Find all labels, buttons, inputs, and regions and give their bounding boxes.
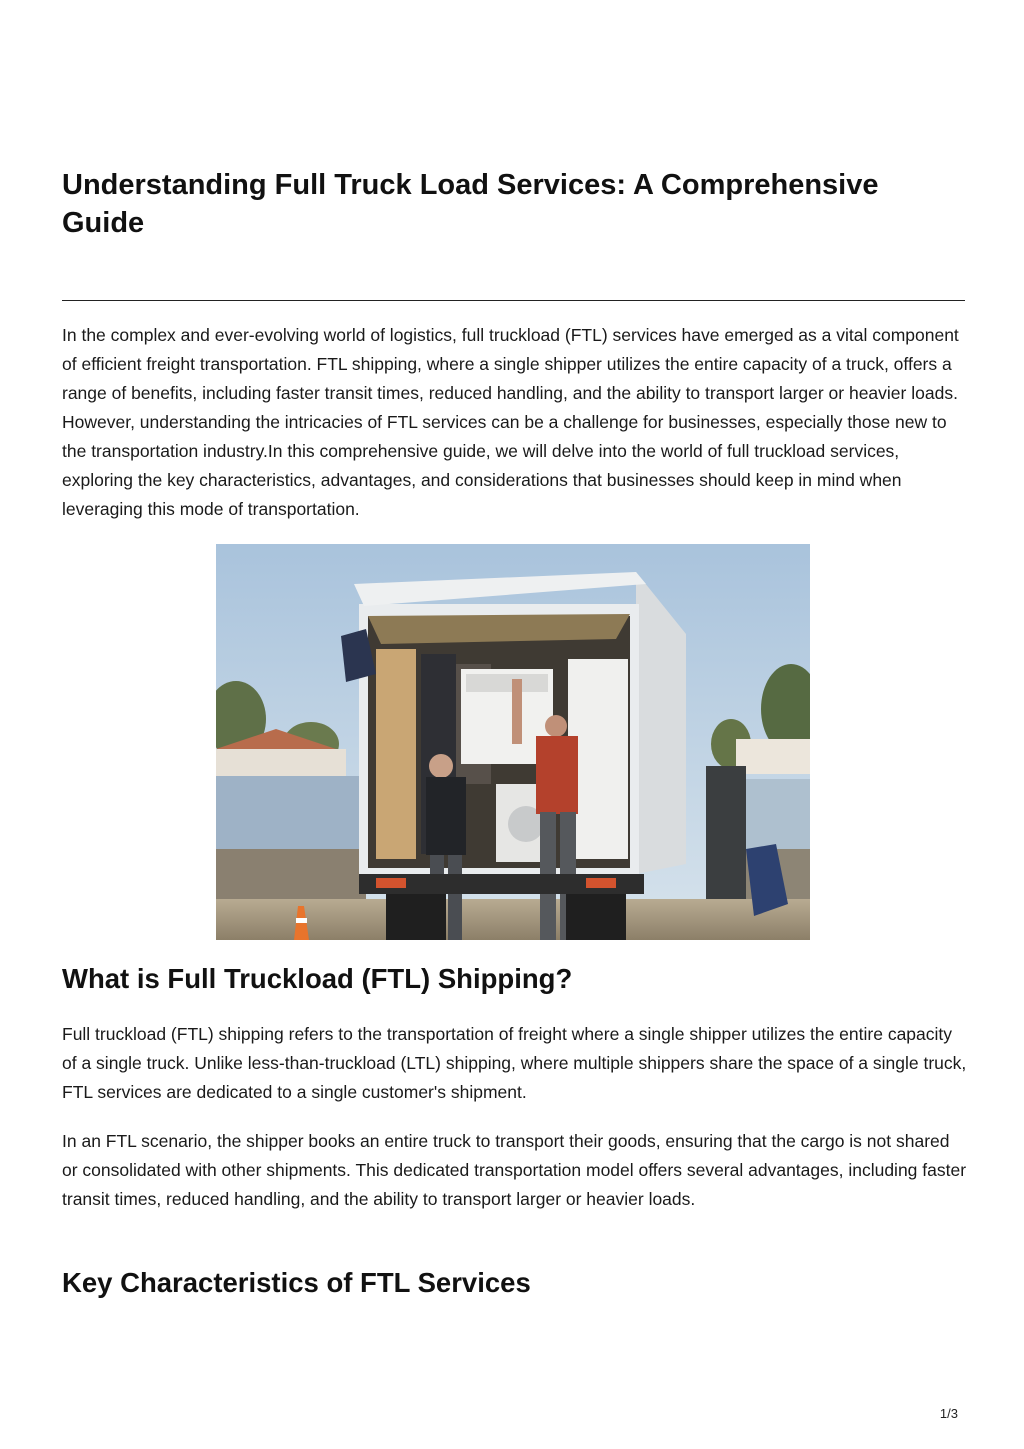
- truck-loading-photo: [216, 544, 810, 940]
- intro-paragraph: In the complex and ever-evolving world of logistics, full truckload (FTL) services have emerged as a vital component of efficient freight transportation. FTL shipping, where a single shipper utilizes the entire capacity of a truck, offers a range of benefits, including faster transit times, reduced handling, and the ability to transport larger or heavier loads. However, understanding the intricacies of FTL services can be a challenge for businesses, especially those new to the transportation industry.In this comprehensive guide, we will delve into the world of full truckload services, exploring the key characteristics, advantages, and considerations that businesses should keep in mind when leveraging this mode of transportation.: [62, 325, 959, 519]
- section-paragraph: Full truckload (FTL) shipping refers to the transportation of freight where a single shipper utilizes the entire capacity of a single truck. Unlike less-than-truckload (LTL) shipping, where multiple shippers share the space of a single truck, FTL services are dedicated to a single customer's shipment.: [62, 1024, 967, 1102]
- page-number: 1/3: [939, 1406, 958, 1421]
- section-heading-ftl-shipping: What is Full Truckload (FTL) Shipping?: [62, 963, 573, 994]
- section-paragraph: In an FTL scenario, the shipper books an entire truck to transport their goods, ensuring that the cargo is not shared or consolidated with other shipments. This dedicated transportation model offers several advantages, including faster transit times, reduced handling, and the ability to transport larger or heavier loads.: [62, 1131, 967, 1209]
- section-heading-key-characteristics: Key Characteristics of FTL Services: [62, 1267, 531, 1298]
- title-divider: [62, 300, 965, 301]
- page-title: Understanding Full Truck Load Services: A Comprehensive Guide: [62, 169, 879, 239]
